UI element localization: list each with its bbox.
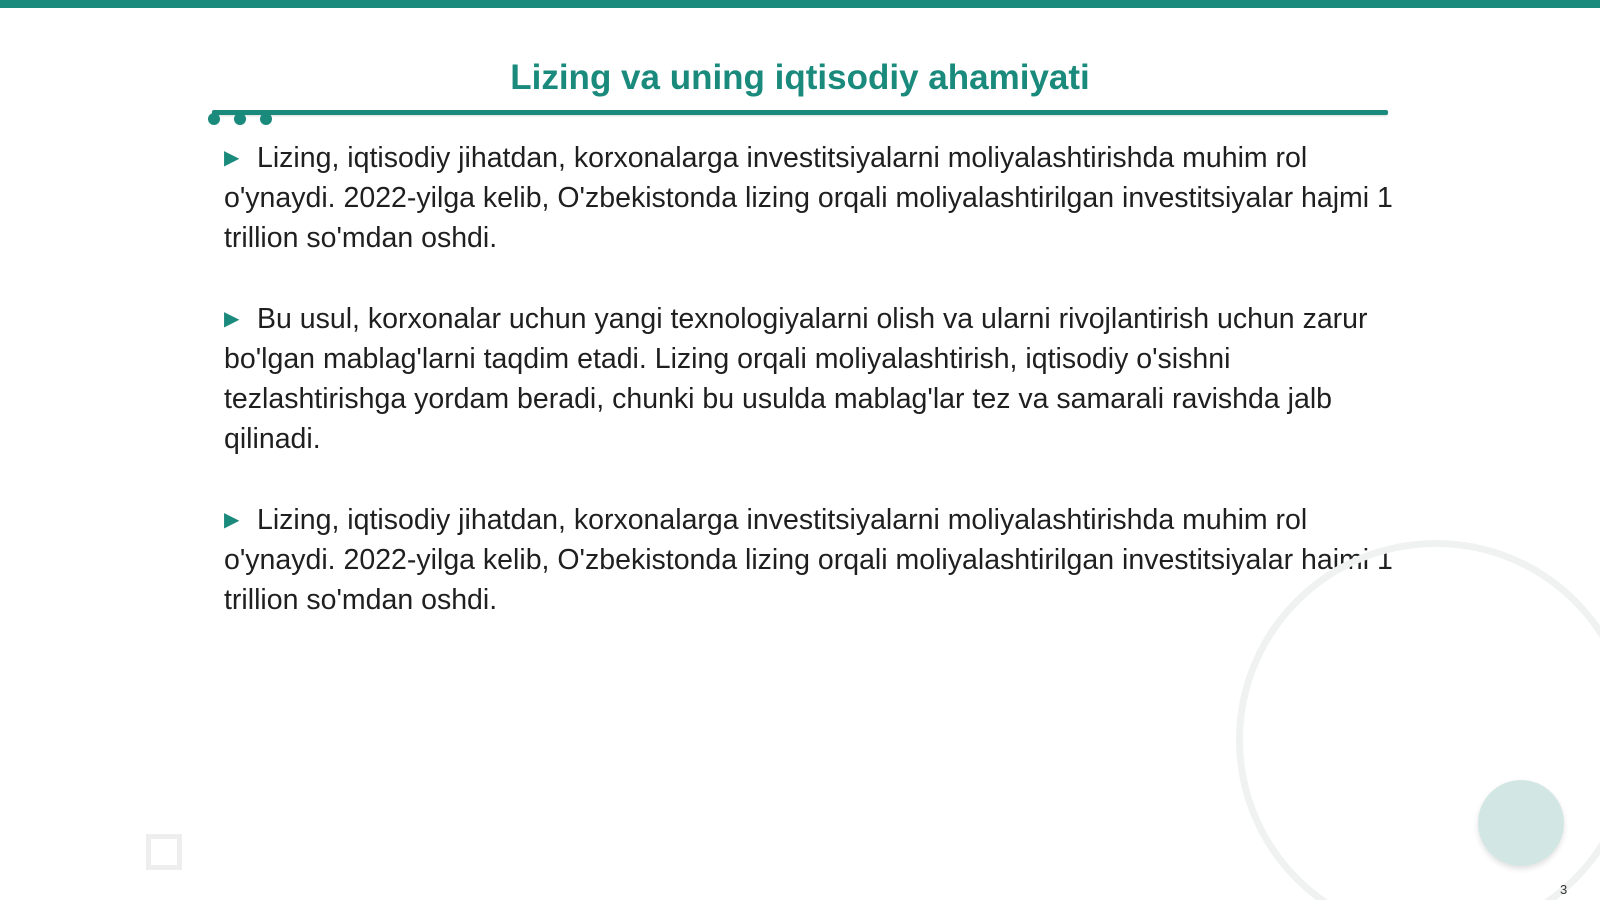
bullet-list bbox=[224, 138, 1404, 661]
slide-title: Lizing va uning iqtisodiy ahamiyati bbox=[510, 58, 1090, 97]
decorative-dot-icon bbox=[260, 113, 272, 125]
bullet-paragraph bbox=[224, 138, 1404, 258]
decorative-square bbox=[146, 834, 182, 870]
triangle-right-icon: ▶ bbox=[224, 147, 240, 169]
decorative-dot-icon bbox=[208, 113, 220, 125]
bullet-paragraph bbox=[224, 299, 1404, 459]
paragraph-text: Bu usul, korxonalar uchun yangi texnologiyalarni olish va ularni rivojlantirish uchun zarur bo'lgan mablag'larni taqdim etadi. Lizing orqali moliyalashtirish, iqtisodiy o'sishni tezlashtirishga yordam beradi, chunki bu usulda mablag'lar tez va samarali ravishda jalb qilinadi. bbox=[224, 303, 1368, 455]
triangle-right-icon: ▶ bbox=[224, 509, 240, 531]
paragraph-text: Lizing, iqtisodiy jihatdan, korxonalarga investitsiyalarni moliyalashtirishda muhim rol o'ynaydi. 2022-yilga kelib, O'zbekistonda lizing orqali moliyalashtirilgan investitsiyalar hajmi 1 trillion so'mdan oshdi. bbox=[224, 504, 1393, 616]
title-underline bbox=[212, 110, 1388, 115]
decorative-dot-icon bbox=[234, 113, 246, 125]
paragraph-text: Lizing, iqtisodiy jihatdan, korxonalarga investitsiyalarni moliyalashtirishda muhim rol o'ynaydi. 2022-yilga kelib, O'zbekistonda lizing orqali moliyalashtirilgan investitsiyalar hajmi 1 trillion so'mdan oshdi. bbox=[224, 142, 1393, 254]
decorative-circle bbox=[1478, 780, 1564, 866]
bullet-paragraph bbox=[224, 500, 1404, 620]
triangle-right-icon: ▶ bbox=[224, 308, 240, 330]
top-accent-bar bbox=[0, 0, 1600, 8]
page-number: 3 bbox=[1560, 882, 1568, 897]
